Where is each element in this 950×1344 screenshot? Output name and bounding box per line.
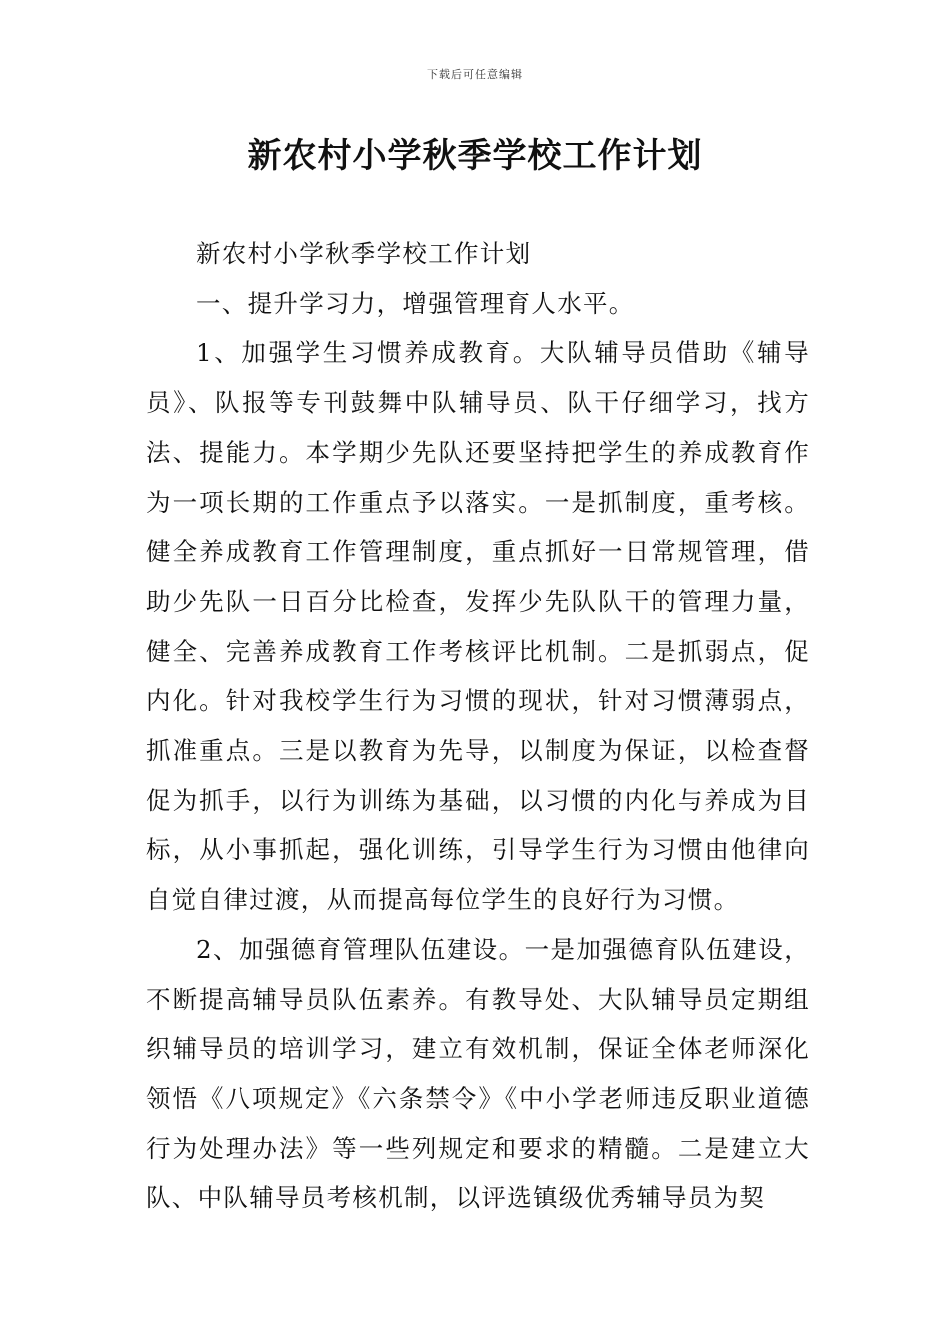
header-note: 下载后可任意编辑 — [427, 68, 523, 81]
paragraph-moral-team: 2、加强德育管理队伍建设。一是加强德育队伍建设，不断提高辅导员队伍素养。有教导处、大队辅导员定期组织辅导员的培训学习，建立有效机制，保证全体老师深化领悟《八项规定》《六条禁令》《中小学老师违反职业道德行为处理办法》等一些列规定和要求的精髓。二是建立大队、中队辅导员考核机制，以评选镇级优秀辅导员为契 — [146, 934, 810, 1213]
paragraph-habits: 1、加强学生习惯养成教育。大队辅导员借助《辅导员》、队报等专刊鼓舞中队辅导员、队干仔细学习，找方法、提能力。本学期少先队还要坚持把学生的养成教育作为一项长期的工作重点予以落实。一是抓制度，重考核。健全养成教育工作管理制度，重点抓好一日常规管理，借助少先队一日百分比检查，发挥少先队队干的管理力量，健全、完善养成教育工作考核评比机制。二是抓弱点，促内化。针对我校学生行为习惯的现状，针对习惯薄弱点，抓准重点。三是以教育为先导，以制度为保证，以检查督促为抓手，以行为训练为基础，以习惯的内化与养成为目标，从小事抓起，强化训练，引导学生行为习惯由他律向自觉自律过渡，从而提高每位学生的良好行为习惯。 — [146, 338, 810, 915]
body-subtitle: 新农村小学秋季学校工作计划 — [196, 239, 532, 268]
section-heading: 一、提升学习力，增强管理育人水平。 — [196, 288, 635, 318]
document-body — [146, 229, 810, 1223]
document-title: 新农村小学秋季学校工作计划 — [247, 136, 703, 176]
